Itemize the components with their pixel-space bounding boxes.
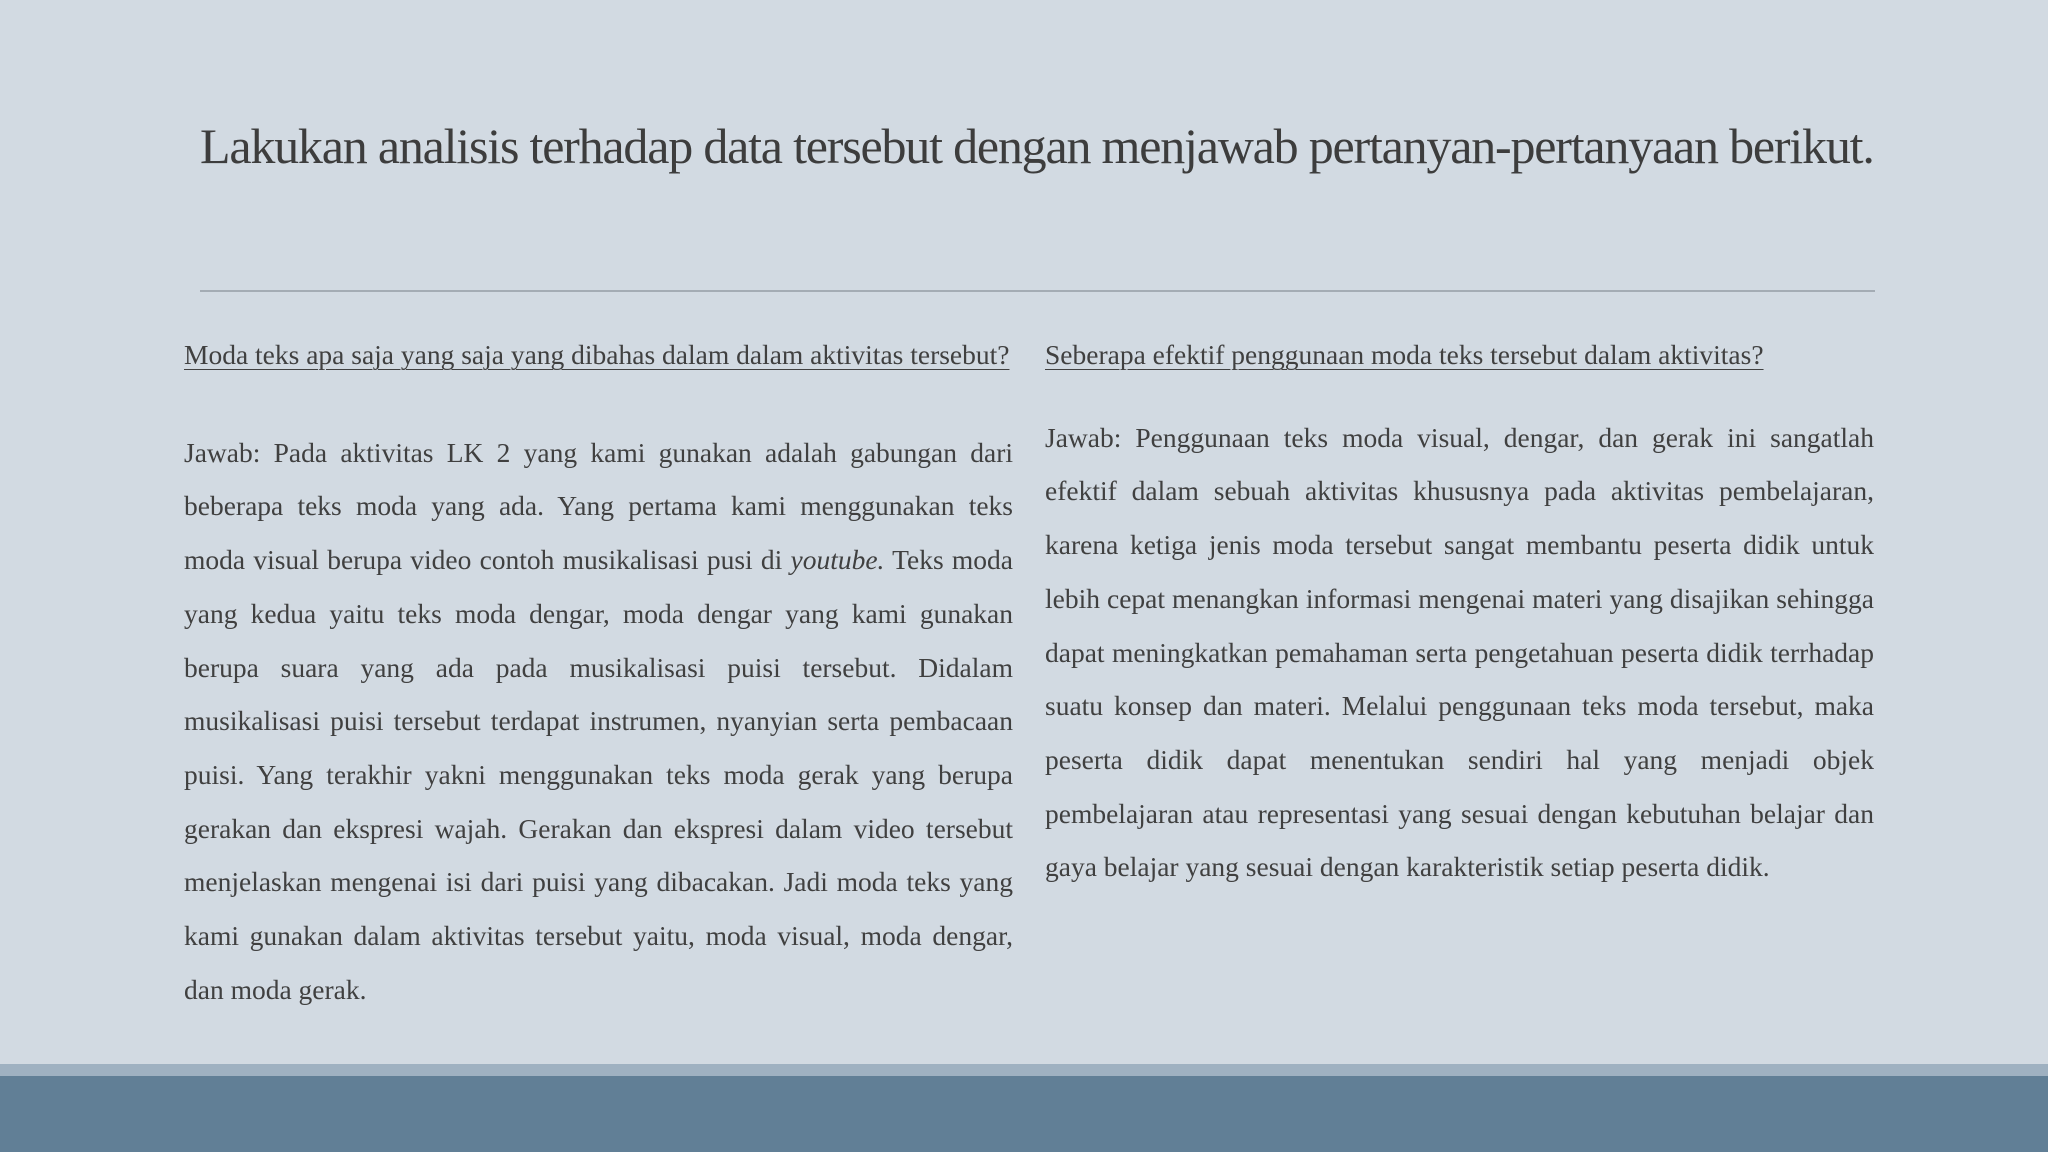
- right-column: [1045, 328, 1874, 894]
- left-question: Moda teks apa saja yang saja yang dibahas dalam dalam aktivitas tersebut?: [184, 339, 1010, 370]
- footer-accent-stripe: [0, 1064, 2048, 1076]
- right-answer: Jawab: Penggunaan teks moda visual, dengar, dan gerak ini sangatlah efektif dalam sebuah aktivitas khususnya pada aktivitas pembelajaran, karena ketiga jenis moda tersebut sangat membantu peserta didik untuk lebih cepat menangkan informasi mengenai materi yang disajikan sehingga dapat meningkatkan pemahaman serta pengetahuan peserta didik terrhadap suatu konsep dan materi. Melalui penggunaan teks moda tersebut, maka peserta didik dapat menentukan sendiri hal yang menjadi objek pembelajaran atau representasi yang sesuai dengan kebutuhan belajar dan gaya belajar yang sesuai dengan karakteristik setiap peserta didik.: [1045, 421, 1874, 883]
- left-answer-text-1: Jawab: Pada aktivitas LK 2 yang kami gunakan adalah gabungan dari beberapa teks moda yang ada. Yang pertama kami menggunakan teks moda visual berupa video contoh musikalisasi pusi di: [184, 436, 1013, 576]
- right-question: Seberapa efektif penggunaan moda teks tersebut dalam aktivitas?: [1045, 339, 1764, 370]
- left-answer-italic: youtube.: [790, 544, 885, 576]
- title-divider: [200, 290, 1875, 292]
- slide-title: Lakukan analisis terhadap data tersebut dengan menjawab pertanyan-pertanyaan berikut.: [200, 118, 1874, 174]
- left-answer: [184, 426, 1013, 1017]
- left-answer-text-2: Teks moda yang kedua yaitu teks moda dengar, moda dengar yang kami gunakan berupa suara yang ada pada musikalisasi puisi tersebut. Didalam musikalisasi puisi tersebut terdapat instrumen, nyanyian serta pembacaan puisi. Yang terakhir yakni menggunakan teks moda gerak yang berupa gerakan dan ekspresi wajah. Gerakan dan ekspresi dalam video tersebut menjelaskan mengenai isi dari puisi yang dibacakan. Jadi moda teks yang kami gunakan dalam aktivitas tersebut yaitu, moda visual, moda dengar, dan moda gerak.: [184, 544, 1014, 1005]
- footer-bar: [0, 1076, 2048, 1152]
- left-column: [184, 328, 1013, 1016]
